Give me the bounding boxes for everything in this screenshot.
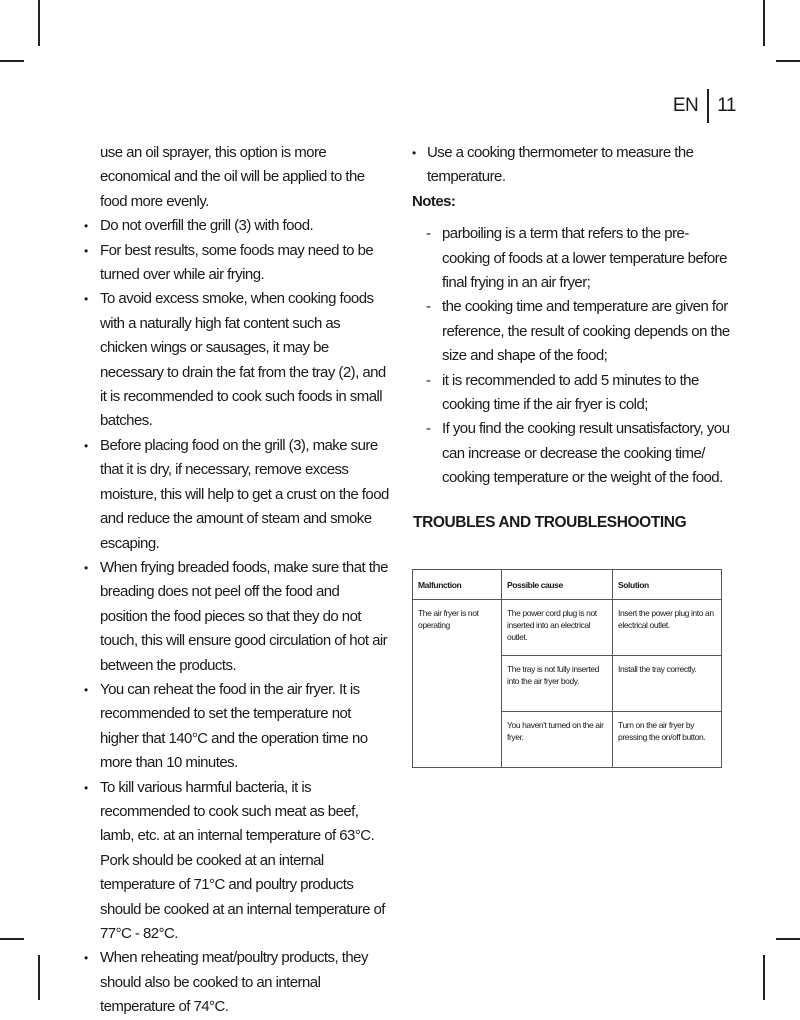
language-code: EN (672, 95, 699, 116)
list-item: • To kill various harmful bacteria, it is recommended to cook such meat as beef, lamb, etc. at an internal temperature of 63°C. Pork should be cooked at an internal temperature of 71°C and poultry products should be cooked at an internal temperature of 77°C - 82°C. (84, 776, 389, 947)
cause-cell: The tray is not fully inserted into the air fryer body. (502, 656, 613, 712)
crop-mark (38, 955, 40, 1000)
left-column (84, 141, 389, 1020)
note-item: - it is recommended to add 5 minutes to the cooking time if the air fryer is cold; (412, 369, 730, 418)
list-item: • Do not overfill the grill (3) with food. (84, 214, 389, 238)
right-column (412, 141, 730, 491)
table-header-row (413, 570, 722, 600)
crop-mark (776, 60, 800, 62)
section-title: TROUBLES AND TROUBLESHOOTING (413, 514, 687, 531)
solution-cell: Install the tray correctly. (613, 656, 722, 712)
malfunction-cell: The air fryer is not operating (413, 600, 502, 768)
list-item: • When reheating meat/poultry products, they should also be cooked to an internal temperature of 74°C. (84, 946, 389, 1019)
list-item: • When frying breaded foods, make sure that the breading does not peel off the food and position the food pieces so that they do not touch, this will ensure good circulation of hot air between the products. (84, 556, 389, 678)
page-number: 11 (717, 95, 736, 116)
lead-paragraph: use an oil sprayer, this option is more economical and the oil will be applied to the food more evenly. (100, 144, 365, 210)
notes-list (412, 214, 730, 490)
troubleshooting-table (412, 569, 722, 768)
crop-mark (38, 0, 40, 46)
list-item: • You can reheat the food in the air fryer. It is recommended to set the temperature not higher that 140°C and the operation time no more than 10 minutes. (84, 678, 389, 776)
tips-list (84, 214, 389, 1019)
crop-mark (0, 938, 24, 940)
solution-cell: Insert the power plug into an electrical outlet. (613, 600, 722, 656)
list-item: • For best results, some foods may need to be turned over while air frying. (84, 239, 389, 288)
crop-mark (0, 60, 24, 62)
notes-title: Notes: (412, 192, 456, 210)
solution-cell: Turn on the air fryer by pressing the on/off button. (613, 712, 722, 768)
list-item: • Use a cooking thermometer to measure the temperature. (412, 141, 730, 190)
column-header: Possible cause (502, 570, 613, 600)
column-header: Malfunction (413, 570, 502, 600)
page-header (673, 88, 736, 124)
table-row (413, 600, 722, 656)
list-item: • Before placing food on the grill (3), make sure that it is dry, if necessary, remove excess moisture, this will help to get a crust on the food and reduce the amount of steam and smoke escaping. (84, 434, 389, 556)
cause-cell: You haven't turned on the air fryer. (502, 712, 613, 768)
note-item: - If you find the cooking result unsatisfactory, you can increase or decrease the cooking time/ cooking temperature or the weight of the food. (412, 417, 730, 490)
header-divider (707, 89, 709, 123)
note-item: - the cooking time and temperature are given for reference, the result of cooking depends on the size and shape of the food; (412, 295, 730, 368)
cause-cell: The power cord plug is not inserted into an electrical outlet. (502, 600, 613, 656)
crop-mark (776, 938, 800, 940)
crop-mark (763, 0, 765, 46)
crop-mark (763, 955, 765, 1000)
note-item: - parboiling is a term that refers to the pre-cooking of foods at a lower temperature before final frying in an air fryer; (412, 222, 730, 295)
list-item: • To avoid excess smoke, when cooking foods with a naturally high fat content such as chicken wings or sausages, it may be necessary to drain the fat from the tray (2), and it is recommended to cook such foods in small batches. (84, 287, 389, 433)
column-header: Solution (613, 570, 722, 600)
